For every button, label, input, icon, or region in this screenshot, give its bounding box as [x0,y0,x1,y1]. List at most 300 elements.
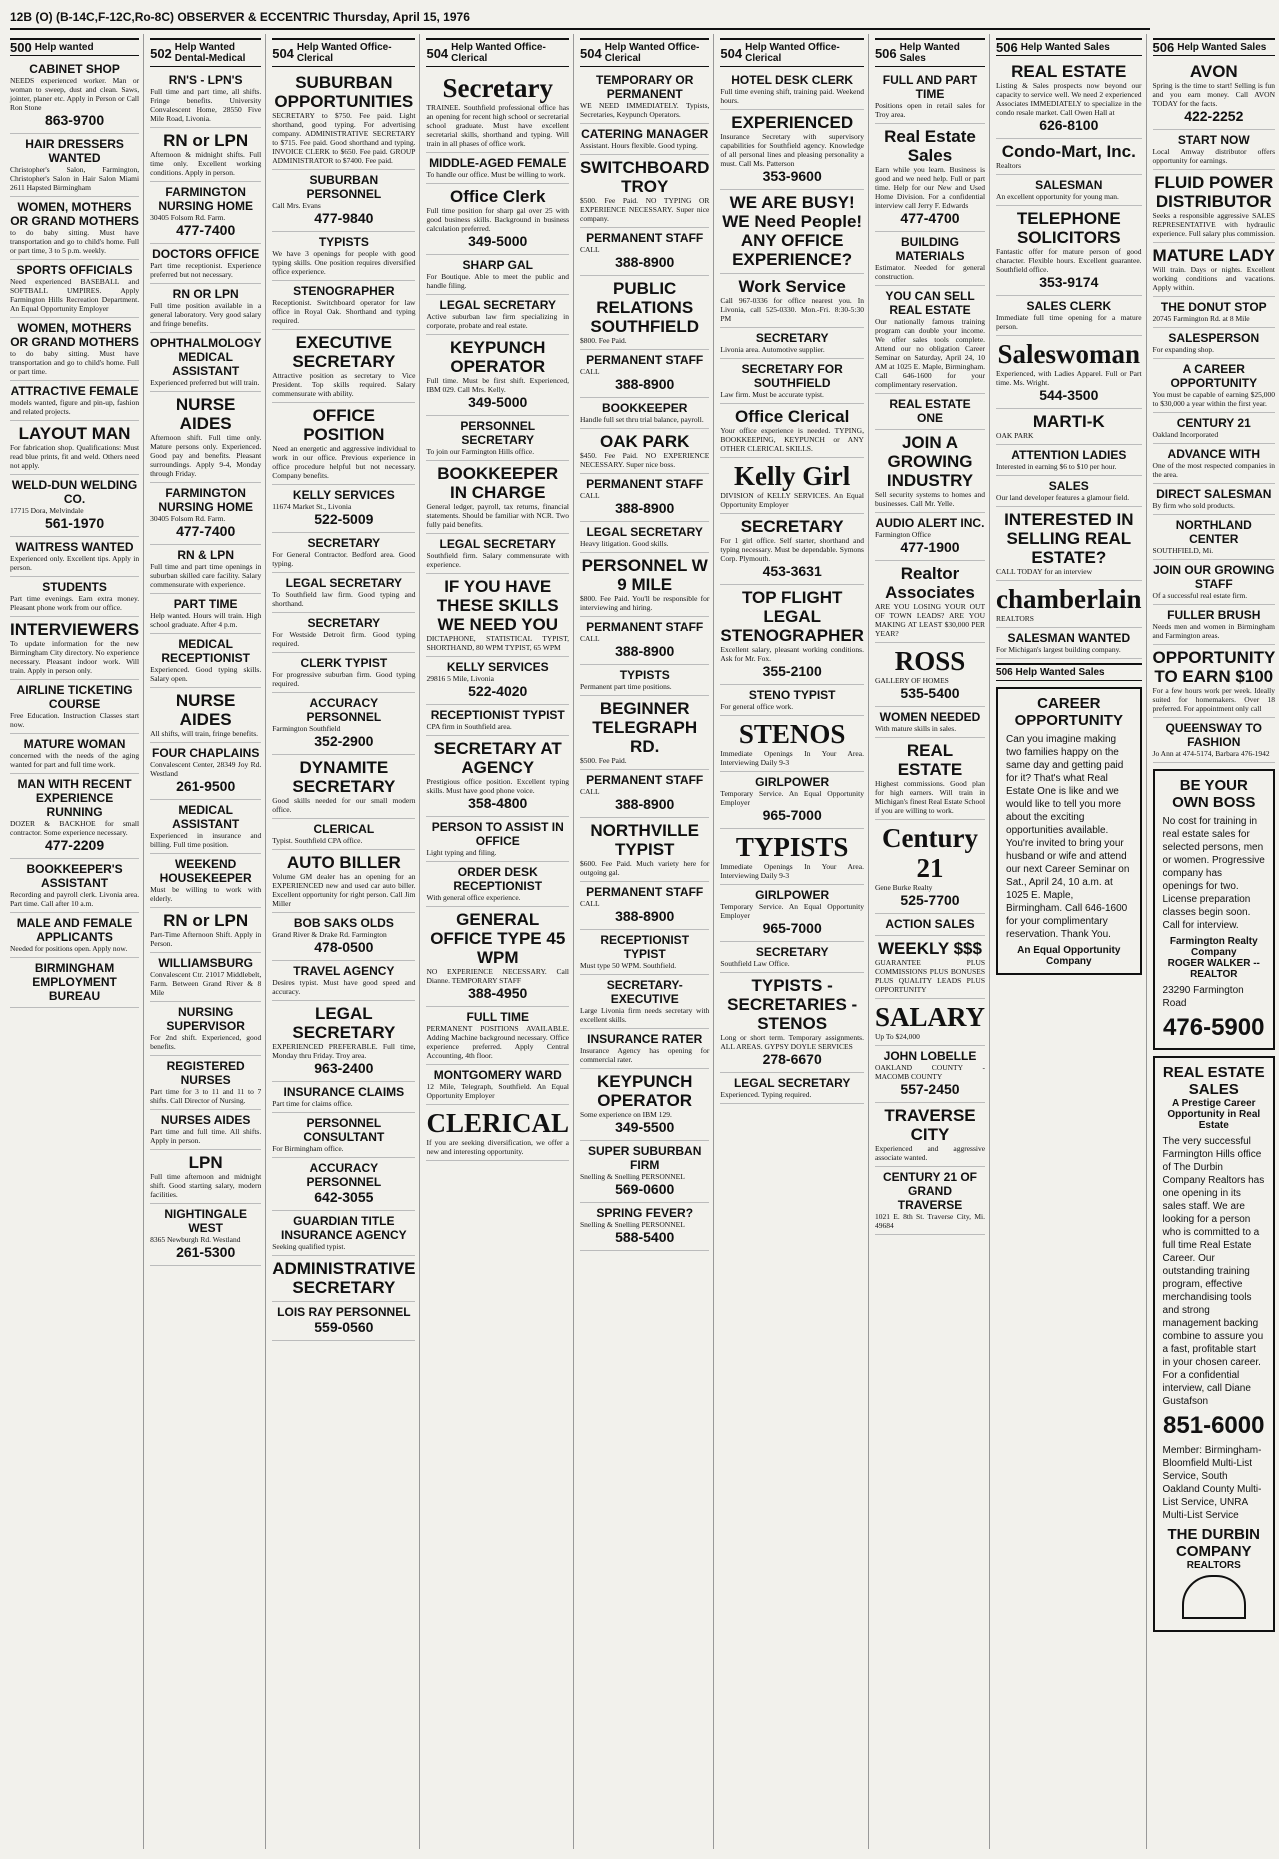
ad-title: FLUID POWER DISTRIBUTOR [1154,173,1274,211]
ad-title: WELD-DUN WELDING CO. [11,478,138,506]
display-ad-body: Can you imagine making two families happy on the same day and getting paid for it? That's what Real Estate One is like and we would like to tell you more about the exciting opportunities available. You're invited to bring your husband or wife and attend our next Career Seminar on Sat., April 24, 10 a.m. at 1025 E. Maple, Birmingham. Call 646-1600 for your complimentary reservation. Thank You. [1006,734,1130,940]
classified-ad [10,774,139,859]
ad-title: MARTI-K [1032,412,1105,431]
classified-ad [875,1167,985,1235]
classified-ad [426,817,569,862]
ad-title: ACCURACY PERSONNEL [306,696,382,724]
ad-title: STENOGRAPHER [293,284,395,298]
ad-title: Office Clerical [735,407,850,426]
classified-ad [10,260,139,318]
section-heading [426,38,569,67]
ad-body: SOUTHFIELD, Mi. [1152,546,1214,555]
section-number: 504 [272,45,294,61]
ad-title: ORDER DESK RECEPTIONIST [453,865,543,893]
classified-ad [272,819,415,850]
ad-body: Experienced and aggressive associate wanted. [874,1144,986,1162]
ad-title: TEMPORARY OR PERMANENT [596,73,694,101]
ad-body: Afternoon & midnight shifts. Full time only. Excellent working conditions. Apply in person. [150,150,262,177]
ad-phone: 388-8900 [615,796,675,812]
ad-title: REAL ESTATE [1011,62,1127,81]
ad-body: 17715 Dora, Melvindale [10,506,84,515]
classified-ad [272,281,415,330]
classified-ad [10,734,139,774]
ad-title: OAK PARK [599,432,690,451]
ad-body: Long or short term. Temporary assignments. ALL AREAS. GYPSY DOYLE SERVICES [720,1033,864,1051]
classified-ad [10,537,139,577]
ad-body: OAKLAND COUNTY - MACOMB COUNTY [874,1063,986,1081]
ad-title: ACCURACY PERSONNEL [306,1161,382,1189]
classified-ad [426,574,569,657]
ad-body: For Westside Detroit firm. Good typing required. [272,630,416,648]
classified-ad [580,429,709,474]
ad-body: Volume GM dealer has an opening for an EXPERIENCED new and used car auto biller. Excellent opportunity for right person. Call Jim Miller [272,872,416,908]
section-label: Help Wanted Sales [1177,42,1267,53]
classified-ad [150,953,261,1002]
classified-ad [1153,130,1275,170]
ad-title: FULLER BRUSH [1167,608,1261,622]
ad-title: BOB SAKS OLDS [293,916,394,930]
ad-body: Spring is the time to start! Selling is fun and you earn money. Call AVON TODAY for the facts. [1152,81,1276,108]
ad-title: FARMINGTON NURSING HOME [158,486,253,514]
classified-ad [10,197,139,260]
ad-title: SALESPERSON [1168,331,1260,345]
classified-ad [580,818,709,882]
classified-ad [1153,560,1275,605]
ad-title: JOIN OUR GROWING STAFF [1153,563,1275,591]
ad-body: For Michigan's largest building company. [996,645,1121,654]
ad-title: TRAVEL AGENCY [293,964,395,978]
ad-title: SWITCHBOARD TROY [580,158,710,196]
ad-body: Some experience on IBM 129. [580,1110,672,1119]
ad-body: 11674 Market St., Livonia [272,502,352,511]
classified-ad [426,70,569,153]
ad-title: ROSS [894,646,966,676]
ad-phone: 477-4700 [900,210,960,226]
ad-body: Sell security systems to homes and businesses. Call Mr. Yelle. [874,490,986,508]
ad-body: Full time position available in a general laboratory. Very good salary and fringe benefits. [150,301,262,328]
ad-body: Livonia area. Automotive supplier. [720,345,825,354]
ad-title: Real Estate Sales [884,127,976,165]
ad-title: LEGAL SECRETARY [733,1076,851,1090]
classified-ad [875,820,985,914]
ad-phone: 453-3631 [762,563,822,579]
ad-body: Must type 50 WPM. Southfield. [580,961,677,970]
ad-body: Full time evening shift, training paid. Weekend hours. [720,87,864,105]
ad-phone: 261-9500 [176,778,236,794]
section-heading [10,38,139,56]
ad-title: SECRETARY [740,517,844,536]
ad-body: Seeks a responsible aggressive SALES REPRESENTATIVE with hydraulic experience. Full salary plus commission. [1152,211,1276,238]
section-heading [150,38,261,67]
ad-title: Work Service [738,277,846,296]
classified-ad [720,1073,864,1104]
ad-title: CLERK TYPIST [300,656,388,670]
classified-ad [272,755,415,819]
classified-ad [426,153,569,184]
ad-title: TYPISTS [318,235,369,249]
classified-ad [720,359,864,404]
section-number: 504 [580,45,602,61]
ad-title: MAN WITH RECENT EXPERIENCE RUNNING [17,777,132,819]
ad-title: PERSONNEL W 9 MILE [581,556,708,594]
ad-title: MEDICAL RECEPTIONIST [161,637,250,665]
classified-ad [1153,444,1275,484]
classified-ad [875,738,985,820]
ad-body: 30405 Folsom Rd. Farm. [150,213,226,222]
classified-ad [720,716,864,772]
classified-ad [10,134,139,197]
ad-title: WEEKEND HOUSEKEEPER [159,857,252,885]
classified-ad [580,665,709,696]
classified-ad [580,696,709,770]
section-heading: 506 Help Wanted Sales [996,663,1142,681]
ad-title: DYNAMITE SECRETARY [292,758,396,796]
classified-ad [10,577,139,617]
ad-title: KELLY SERVICES [292,488,395,502]
ad-body: If you are seeking diversification, we offer a new and interesting opportunity. [426,1138,569,1156]
ad-title: NIGHTINGALE WEST [164,1207,247,1235]
classified-ad [426,657,569,705]
classified-ad [150,908,261,953]
ad-phone: 525-7700 [900,892,960,908]
ad-body: Law firm. Must be accurate typist. [720,390,824,399]
classified-ad [272,403,415,485]
ad-title: PERMANENT STAFF [586,231,704,245]
ad-body: 29816 5 Mile, Livonia [426,674,494,683]
ad-body: Free Education. Instruction Classes start now. [10,711,140,729]
classified-ad [150,1002,261,1056]
ad-body: GALLERY OF HOMES [874,676,949,685]
classified-ad [720,685,864,716]
ad-body: Southfield Law Office. [720,959,790,968]
ad-title: EXECUTIVE SECRETARY [292,333,396,371]
ad-phone: 965-7000 [762,920,822,936]
classified-ad [1153,484,1275,515]
classified-ad [10,475,139,537]
ad-title: SECRETARY [755,331,829,345]
ad-title: Kelly Girl [734,461,851,491]
classified-ad [272,961,415,1001]
ad-body: For Boutique. Able to meet the public and handle filing. [426,272,569,290]
ad-body: Experienced. Typing required. [720,1090,812,1099]
ad-body: With general office experience. [426,893,521,902]
ad-title: FOUR CHAPLAINS [151,746,260,760]
classified-column [150,34,266,1849]
classified-ad [150,128,261,182]
ad-body: Oakland Incorporated [1152,430,1219,439]
classified-ad [875,936,985,999]
classified-ad [272,1001,415,1082]
ad-body: Will train. Days or nights. Excellent working conditions and vacations. Apply within. [1152,265,1276,292]
classified-ad [426,534,569,574]
ad-title: FARMINGTON NURSING HOME [158,185,253,213]
ad-phone: 388-8900 [615,643,675,659]
display-ad-phone: 851-6000 [1163,1412,1265,1439]
classified-ad [272,1302,415,1341]
ad-body: Realtors [996,161,1022,170]
ad-title: WOMEN, MOTHERS OR GRAND MOTHERS [10,321,139,349]
classified-ad [150,1204,261,1266]
ad-body: Snelling & Snelling PERSONNEL [580,1220,685,1229]
classified-column [1153,34,1279,1849]
ad-title: SECRETARY [307,536,381,550]
ad-phone: 388-4950 [468,985,528,1001]
classified-ad [272,913,415,961]
ad-title: PERSONNEL CONSULTANT [303,1116,385,1144]
ad-title: NORTHLAND CENTER [1175,518,1252,546]
ad-body: With mature skills in sales. [874,724,957,733]
ad-phone: 349-5000 [468,394,528,410]
ad-phone: 626-8100 [1039,117,1099,133]
ad-body: CALL [580,787,600,796]
ad-title: OFFICE POSITION [303,406,385,444]
ad-body: Excellent salary, pleasant working conditions. Ask for Mr. Fox. [720,645,864,663]
classified-ad [996,336,1142,409]
ad-body: Permanent part time positions. [580,682,672,691]
classified-ad [580,930,709,975]
ad-title: MIDDLE-AGED FEMALE [429,156,567,170]
ad-title: Secretary [442,73,553,103]
ad-phone: 355-2100 [762,663,822,679]
classified-ad [720,274,864,328]
ad-body: DICTAPHONE, STATISTICAL TYPIST, SHORTHAND, 80 WPM TYPIST, 65 WPM [426,634,569,652]
classified-ad [875,232,985,286]
ad-title: BOOKKEEPER [602,401,688,415]
ad-body: Of a successful real estate firm. [1152,591,1248,600]
ad-body: For progressive suburban firm. Good typing required. [272,670,416,688]
ad-body: Handle full set thru trial balance, payroll. [580,415,704,424]
ad-body: An excellent opportunity for young man. [996,192,1119,201]
ad-body: We have 3 openings for people with good typing skills. One position requires diversified office experience. [272,249,416,276]
section-label: Help wanted [34,42,94,53]
ad-body: TRAINEE. Southfield professional office has an opening for recent high school or secretarial school graduate. Must have excellent secretarial skills, shorthand and typing. Will train in all phases of office work. [426,103,569,148]
ad-title: LOIS RAY PERSONNEL [277,1305,411,1319]
classified-column [875,34,990,1849]
ad-body: Temporary Service. An Equal Opportunity Employer [720,902,864,920]
section-label: Help Wanted Office-Clerical [604,42,700,64]
ad-body: Up To $24,000 [874,1032,920,1041]
ad-body: Prestigious office position. Excellent typing skills. Must have good phone voice. [426,777,569,795]
ad-title: TYPISTS - SECRETARIES - STENOS [727,976,858,1033]
ad-phone: 544-3500 [1039,387,1099,403]
ad-body: Immediate full time opening for a mature person. [996,313,1142,331]
ad-title: TYPISTS [735,832,849,862]
ad-body: Farmington Office [874,530,931,539]
ad-phone: 477-1900 [900,539,960,555]
ad-body: Receptionist. Switchboard operator for law office in Royal Oak. Shorthand and typing required. [272,298,416,325]
ad-body: For 2nd shift. Experienced, good benefits. [150,1033,262,1051]
ad-body: Experienced, with Ladies Apparel. Full or Part time. Ms. Wright. [996,369,1142,387]
classified-ad [720,772,864,829]
ad-phone: 477-9840 [314,210,374,226]
ad-title: GENERAL OFFICE TYPE 45 WPM [430,910,566,967]
ad-phone: 559-0560 [314,1319,374,1335]
ad-title: OPHTHALMOLOGY MEDICAL ASSISTANT [150,336,262,378]
ad-title: HOTEL DESK CLERK [731,73,854,87]
classified-ad [580,124,709,155]
classified-column [10,34,144,1849]
ad-title: STENO TYPIST [748,688,836,702]
ad-body: Part time and full time. All shifts. Apply in person. [150,1127,262,1145]
classified-ad [272,70,415,170]
ad-body: Part time evenings. Earn extra money. Pleasant phone work from our office. [10,594,140,612]
ad-body: Insurance Agency has opening for commercial rater. [580,1046,710,1064]
display-ad-title: CAREER OPPORTUNITY [1014,695,1123,729]
ad-title: BOOKKEEPER'S ASSISTANT [26,862,123,890]
section-number: 504 [426,45,449,61]
ad-title: BOOKKEEPER IN CHARGE [437,464,559,502]
classified-ad [996,139,1142,175]
classified-ad [1153,297,1275,328]
ad-body: Part time for claims office. [272,1099,353,1108]
ad-title: GIRLPOWER [755,775,830,789]
page-header: 12B (O) (B-14C,F-12C,Ro-8C) OBSERVER & ECCENTRIC Thursday, April 15, 1976 [10,6,1150,30]
ad-body: Positions open in retail sales for Troy area. [874,101,986,119]
ad-title: BEGINNER TELEGRAPH RD. [592,699,698,756]
classified-ad [720,973,864,1073]
ad-body: Earn while you learn. Business is good and we need help. Full or part time. Help for our New and Used Home Division. For a confidential interview call Jerry F. Edwards [874,165,986,210]
ad-body: Call 967-0336 for office nearest you. In Livonia, call 525-0330. Mon.-Fri. 8:30-5:30 PM [720,296,864,323]
ad-body: Listing & Sales prospects now beyond our capacity to service well. We need 2 experienced Associates IMMEDIATELY to specialize in the condo resale market. Call Owen Hall at [996,81,1142,117]
ad-phone: 358-4800 [468,795,528,811]
ad-body: For fabrication shop. Qualifications: Must read blue prints, fit and weld. Others need not apply. [10,443,140,470]
section-number: 500 [10,40,32,55]
ad-title: FULL AND PART TIME [882,73,978,101]
ad-body: Grand River & Drake Rd. Farmington [272,930,387,939]
classified-ad [150,70,261,128]
ad-body: Part time receptionist. Experience preferred but not necessary. [150,261,262,279]
display-ad [1153,769,1275,1050]
ad-title: RN OR LPN [172,287,239,301]
ad-body: Recording and payroll clerk. Livonia area. Part time. Call after 10 a.m. [10,890,140,908]
ad-title: Office Clerk [450,187,546,206]
classified-ad [875,70,985,124]
ad-body: For 1 girl office. Self starter, shorthand and typing necessary. Must be dependable. Symons Corp. Plymouth. [720,536,864,563]
classified-ad [272,573,415,613]
ad-body: 8365 Newburgh Rd. Westland [150,1235,241,1244]
ad-body: ARE YOU LOSING YOUR OUT OF TOWN LEADS? ARE YOU MAKING AT LEAST $30,000 PER YEAR? [874,602,986,638]
display-ad-body: The very successful Farmington Hills office of The Durbin Company Realtors has one opening in its sales staff. We are looking for a person who is committed to a full time Real Estate Career. Our outstanding training program, effective merchandising tools and strong management backing combine to assure you a fast, profitable start in your chosen career. For a confidential interview, call Diane Gustafson [1162,1136,1265,1407]
ad-body: All shifts, will train, fringe benefits. [150,729,258,738]
classified-ad [426,255,569,295]
ad-body: Desires typist. Must have good speed and accuracy. [272,978,416,996]
classified-ad [426,184,569,255]
ad-body: CALL [580,367,600,376]
ad-body: $500. Fee Paid. NO TYPING OR EXPERIENCE NECESSARY. Super nice company. [580,196,710,223]
ad-title: RN & LPN [177,548,234,562]
classified-ad [720,942,864,973]
ad-title: RN or LPN [163,131,249,150]
ad-title: KEYPUNCH OPERATOR [596,1072,693,1110]
ad-body: Assistant. Hours flexible. Good typing. [580,141,698,150]
ad-title: NURSE AIDES [175,691,236,729]
ad-body: Experienced in insurance and billing. Full time position. [150,831,262,849]
classified-ad [150,743,261,800]
ad-title: WAITRESS WANTED [15,540,134,554]
ad-title: PERMANENT STAFF [586,620,704,634]
ad-body: Our nationally famous training program can double your income. We offer sales tools complete. Attend our no obligation Career Seminar on Saturday, April 24, 10 AM at 1025 E. Maple, Birmingham. Call 646-1600 for your complimentary reservation. [874,317,986,389]
classified-ad [996,445,1142,476]
ad-title: SALARY [874,1002,986,1032]
ad-body: models wanted, figure and pin-up, fashion and related projects. [10,398,140,416]
ad-phone: 388-8900 [615,908,675,924]
ad-title: LEGAL SECRETARY [439,537,556,551]
ad-title: SPORTS OFFICIALS [16,263,133,277]
ad-body: CALL [580,899,600,908]
ad-title: JOHN LOBELLE [883,1049,977,1063]
classified-ad [580,155,709,228]
ad-title: PERSON TO ASSIST IN OFFICE [431,820,564,848]
ad-title: PERMANENT STAFF [586,477,704,491]
ad-phone: 388-8900 [615,500,675,516]
ad-title: LEGAL SECRETARY [586,525,703,539]
classified-ad [10,381,139,421]
classified-ad [10,318,139,381]
ad-title: SALES [1048,479,1089,493]
ad-title: ADVANCE WITH [1167,447,1260,461]
classified-column [426,34,574,1849]
ad-title: RN'S - LPN'S [168,73,243,87]
classified-ad [272,1158,415,1211]
ad-title: ATTENTION LADIES [1011,448,1127,462]
classified-ad [272,1082,415,1113]
ad-body: To Southfield law firm. Good typing and shorthand. [272,590,416,608]
ad-title: Saleswoman [997,339,1141,369]
ad-body: Interested in earning $6 to $10 per hour. [996,462,1117,471]
ad-title: SUBURBAN OPPORTUNITIES [274,73,414,111]
ad-title: NURSING SUPERVISOR [166,1005,245,1033]
ad-phone: 478-0500 [314,939,374,955]
classified-ad [10,59,139,134]
ad-body: Christopher's Salon, Farmington, Christopher's Salon in Hair Salon Miami 2611 Hapsted Birmingham [10,165,140,192]
ad-phone: 353-9600 [762,168,822,184]
display-ad-realtor: ROGER WALKER -- REALTOR [1167,958,1260,980]
ad-title: TOP FLIGHT LEGAL STENOGRAPHER [720,588,864,645]
ad-body: Attractive position as secretary to Vice President. Top skills required. Salary commensurate with ability. [272,371,416,398]
ad-body: Temporary Service. An Equal Opportunity Employer [720,789,864,807]
ad-body: To handle our office. Must be willing to work. [426,170,566,179]
section-heading [580,38,709,67]
ad-title: SUPER SUBURBAN FIRM [588,1144,702,1172]
classified-ad [150,1056,261,1110]
ad-title: LEGAL SECRETARY [439,298,556,312]
ad-body: $450. Fee Paid. NO EXPERIENCE NECESSARY. Super nice boss. [580,451,710,469]
classified-ad [272,485,415,533]
ad-title: TRAVERSE CITY [884,1106,976,1144]
ad-title: STUDENTS [42,580,107,594]
ad-body: DOZER & BACKHOE for small contractor. Some experience necessary. [10,819,140,837]
ad-body: WE NEED IMMEDIATELY. Typists, Secretaries, Keypunch Operators. [580,101,710,119]
ad-title: SPRING FEVER? [596,1206,694,1220]
classified-ad [1153,328,1275,359]
classified-ad [10,617,139,680]
classified-ad [272,613,415,653]
classified-ad [150,392,261,483]
classified-ad [150,634,261,688]
ad-body: Full time position for sharp gal over 25 with good business skills. Background in business calculation preferred. [426,206,569,233]
ad-title: DIRECT SALESMAN [1156,487,1272,501]
ad-body: Full time afternoon and midnight shift. Good starting salary, modern facilities. [150,1172,262,1199]
ad-title: AVON [1189,62,1238,81]
ad-body: Gene Burke Realty [874,883,933,892]
ad-title: Condo-Mart, Inc. [1001,142,1136,161]
classified-ad [875,286,985,394]
ad-title: A CAREER OPPORTUNITY [1170,362,1258,390]
ad-body: NEEDS experienced worker. Man or woman to sweep, dust and clean. Saws, jointer, planer etc. Apply in Person or Call Ron Stone [10,76,140,112]
classified-ad [272,1113,415,1158]
ad-title: PUBLIC RELATIONS SOUTHFIELD [590,279,699,336]
ad-body: By firm who sold products. [1152,501,1235,510]
